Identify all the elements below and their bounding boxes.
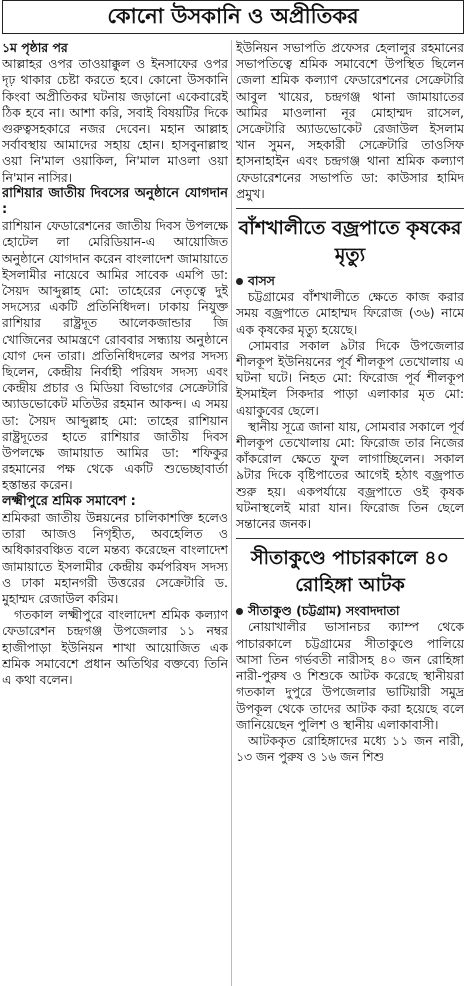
paragraph: গতকাল লক্ষ্মীপুরে বাংলাদেশ শ্রমিক কল্যাণ ফেডারেশন চন্দ্রগঞ্জ উপজেলার ১১ নম্বর হাজীপাড়া ইউনিয়ন শাখা আয়োজিত এক শ্রমিক সমাবেশে প্রধান অতিথির বক্তব্যে তিনি এ কথা বলেন। bbox=[2, 607, 228, 687]
paragraph: আল্লাহর ওপর তাওয়াক্কুল ও ইনসাফের ওপর দৃঢ় থাকার চেষ্টা করতে হবে। কোনো উসকানি কিংবা অপ্রীতিকর ঘটনায় জড়ানো একেবারেই ঠিক হবে না। আশা করি, সবাই বিষয়টির দিকে গুরুত্বসহকারে নজর দেবেন। মহান আল্লাহ সর্বাবস্থায় আমাদের সহায় হোন। হাসবুনাল্লাহু ওয়া নি'মাল ওয়াকিল, নি'মাল মাওলা ওয়া নি'মান নাসির। bbox=[2, 56, 228, 185]
paragraph: চট্টগ্রামের বাঁশখালীতে ক্ষেতে কাজ করার সময় বজ্রপাতে মোহাম্মদ ফিরোজ (৩৬) নামে এক কৃষকের মৃত্যু হয়েছে। bbox=[236, 289, 464, 337]
paragraph: ইউনিয়ন সভাপতি প্রফেসর হেলালুর রহমানের সভাপতিত্বে শ্রমিক সমাবেশে উপস্থিত ছিলেন জেলা শ্রমিক কল্যাণ ফেডারেশনের সেক্রেটারি আবুল খায়ের, চন্দ্রগঞ্জ থানা জামায়াতের আমির মাওলানা নূর মোহাম্মদ রাসেল, সেক্রেটারি অ্যাডভোকেট রেজাউল ইসলাম খান সুমন, সহকারী সেক্রেটারি তাওসিফ হাসনাহাইন এবং চন্দ্রগঞ্জ থানা শ্রমিক কল্যাণ ফেডারেশনের সভাপতি ডা: কাউসার হামিদ প্রমুখ। bbox=[236, 40, 464, 201]
subheading: রাশিয়ার জাতীয় দিবসের অনুষ্ঠানে যোগদান : bbox=[2, 185, 228, 218]
paragraph: সোমবার সকাল ৯টার দিকে উপজেলার শীলকূপ ইউনিয়নের পূর্ব শীলকূপ তেখোলায় এ ঘটনা ঘটে। নিহত মো: ফিরোজ পূর্ব শীলকূপ ইসমাইল সিকদার পাড়া এলাকার মৃত মো: এয়াকুবের ছেলে। bbox=[236, 337, 464, 418]
paragraph: শ্রমিকরা জাতীয় উন্নয়নের চালিকাশক্তি হলেও তারা আজও নিগৃহীত, অবহেলিত ও অধিকারবঞ্চিত বলে মন্তব্য করেছেন বাংলাদেশ জামায়াতে ইসলামীর কেন্দ্রীয় কর্মপরিষদ সদস্য ও ঢাকা মহানগরী উত্তরের সেক্রেটারি ড. মুহাম্মদ রেজাউল করিম। bbox=[2, 509, 228, 606]
jump-headline-banner bbox=[2, 0, 464, 34]
paragraph: স্থানীয় সূত্রে জানা যায়, সোমবার সকালে পূর্ব শীলকূপ তেখোলায় মো: ফিরোজ তার নিজের কাঁকরোল ক্ষেতে ফুল লাগাচ্ছিলেন। সকাল ৯টার দিকে বৃষ্টিপাতের আগেই হঠাৎ বজ্রপাত শুরু হয়। একপর্যায়ে বজ্রপাতে ওই কৃষক ঘটনাস্থলেই মারা যান। ফিরোজ তিন ছেলে সন্তানের জনক। bbox=[236, 418, 464, 532]
banner-title: কোনো উসকানি ও অপ্রীতিকর bbox=[107, 3, 359, 28]
article-separator bbox=[236, 208, 464, 209]
continuation-label: ১ম পৃষ্ঠার পর bbox=[2, 40, 68, 55]
article-headline: সীতাকুণ্ডে পাচারকালে ৪০ রোহিঙ্গা আটক bbox=[251, 547, 449, 597]
paragraph: রাশিয়ান ফেডারেশনের জাতীয় দিবস উপলক্ষে হোটেল লা মেরিডিয়ান-এ আয়োজিত অনুষ্ঠানে যোগদান করেন বাংলাদেশ জামায়াতে ইসলামীর নায়েবে আমির সাবেক এমপি ডা: সৈয়দ আব্দুল্লাহ মো: তাহেরের নেতৃত্বে দুই সদস্যের একটি প্রতিনিধিদল। ঢাকায় নিযুক্ত রাশিয়ার রাষ্ট্রদূত আলেকজান্ডার জি খোজিনের আমন্ত্রণে রোববার সন্ধ্যায় অনুষ্ঠানে যোগ দেন তারা। প্রতিনিধিদলের অপর সদস্য ছিলেন, কেন্দ্রীয় নির্বাহী পরিষদ সদস্য এবং কেন্দ্রীয় প্রচার ও মিডিয়া বিভাগের সেক্রেটারি অ্যাডভোকেট মতিউর রহমান আকন্দ। এ সময় ডা: সৈয়দ আব্দুল্লাহ মো: তাহের রাশিয়ান রাষ্ট্রদূতের হাতে রাশিয়ার জাতীয় দিবস উপলক্ষে জামায়াত আমির ডা: শফিকুর রহমানের পক্ষ থেকে একটি শুভেচ্ছাবার্তা হস্তান্তর করেন। bbox=[2, 218, 228, 493]
article-headline: বাঁশখালীতে বজ্রপাতে কৃষকের মৃত্যু bbox=[238, 217, 462, 267]
left-column bbox=[2, 40, 228, 986]
dateline-text: সীতাকুণ্ড (চট্টগ্রাম) সংবাদদাতা bbox=[248, 603, 400, 619]
article-dateline bbox=[236, 273, 464, 289]
subheading: লক্ষ্মীপুরে শ্রমিক সমাবেশ : bbox=[2, 493, 136, 509]
paragraph: আটককৃত রোহিঙ্গাদের মধ্যে ১১ জন নারী, ১৩ জন পুরুষ ও ১৬ জন শিশু bbox=[236, 732, 464, 765]
article-separator bbox=[236, 538, 464, 539]
column-divider bbox=[231, 40, 232, 986]
paragraph: নোয়াখালীর ভাসানচর ক্যাম্প থেকে পাচারকালে চট্টগ্রামের সীতাকুণ্ডে পালিয়ে আসা তিন গর্ভবতী নারীসহ ৪০ জন রোহিঙ্গা নারী-পুরুষ ও শিশুকে আটক করেছে স্থানীয়রা গতকাল দুপুরে উপজেলার ভাটিয়ারী সমুদ্র উপকূল থেকে তাদের আটক করা হয়েছে বলে জানিয়েছেন পুলিশ ও স্থানীয় এলাকাবাসী। bbox=[236, 619, 464, 732]
bullet-icon bbox=[236, 278, 243, 285]
article-dateline bbox=[236, 603, 464, 619]
dateline-text: বাসস bbox=[248, 273, 275, 289]
bullet-icon bbox=[236, 608, 243, 615]
right-column bbox=[236, 40, 464, 986]
